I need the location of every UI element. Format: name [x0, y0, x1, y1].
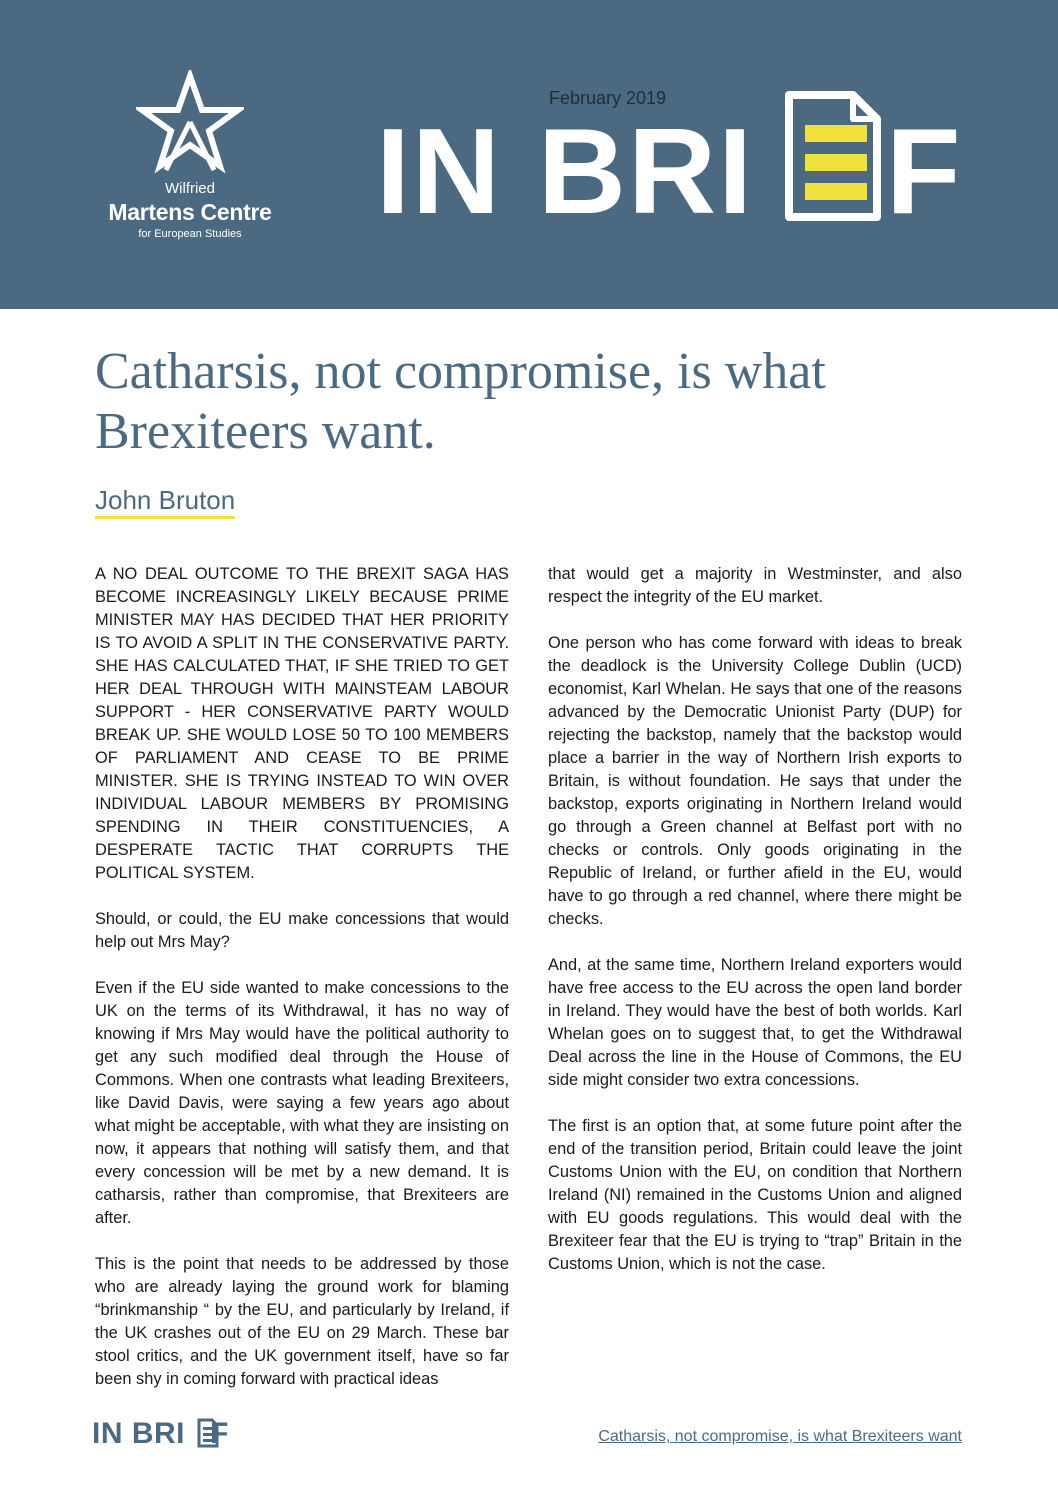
- article-paragraph: A NO DEAL OUTCOME TO THE BREXIT SAGA HAS BECOME INCREASINGLY LIKELY BECAUSE PRIME MINISTER MAY HAS DECIDED THAT HER PRIORITY IS TO AVOID A SPLIT IN THE CONSERVATIVE PARTY. SHE HAS CALCULATED THAT, IF SHE TRIED TO GET HER DEAL THROUGH WITH MAINSTEAM LABOUR SUPPORT - HER CONSERVATIVE PARTY WOULD BREAK UP. SHE WOULD LOSE 50 TO 100 MEMBERS OF PARLIAMENT AND CEASE TO BE PRIME MINISTER. SHE IS TRYING INSTEAD TO WIN OVER INDIVIDUAL LABOUR MEMBERS BY PROMISING SPENDING IN THEIR CONSTITUENCIES, A DESPERATE TACTIC THAT CORRUPTS THE POLITICAL SYSTEM.: [95, 565, 509, 882]
- article-paragraph: The first is an option that, at some future point after the end of the transition period, Britain could leave the joint Customs Union with the EU, on condition that Northern Ireland (NI) remained in the Customs Union and aligned with EU goods regulations. This would deal with the Brexiteer fear that the EU is trying to “trap” Britain in the Customs Union, which is not the case.: [548, 1117, 962, 1273]
- article-title: Catharsis, not compromise, is what Brexiteers want.: [95, 343, 826, 460]
- in-brief-wordmark: IN BRI: [376, 103, 754, 239]
- star-figure-icon: [136, 70, 244, 174]
- logo-line-wilfried: Wilfried: [164, 180, 215, 197]
- article-paragraph: And, at the same time, Northern Ireland exporters would have free access to the EU across the open land border in Ireland. They would have the best of both worlds. Karl Whelan goes on to suggest that, to get the Withdrawal Deal across the line in the House of Commons, the EU side might consider two extra concessions.: [548, 956, 962, 1089]
- header-banner: [0, 0, 1058, 309]
- article-paragraph: that would get a majority in Westminster, and also respect the integrity of the EU market.: [548, 565, 962, 606]
- article-right-column: [548, 563, 962, 1299]
- footer-in-brief-wordmark: IN BRI: [92, 1417, 185, 1450]
- article-paragraph: Should, or could, the EU make concessions that would help out Mrs May?: [95, 910, 509, 951]
- article-paragraph: Even if the EU side wanted to make concessions to the UK on the terms of its Withdrawal, it has no way of knowing if Mrs May would have the political authority to get any such modified deal through the House of Commons. When one contrasts what leading Brexiteers, like David Davis, were saying a few years ago about what might be acceptable, with what they are insisting on now, it appears that nothing will satisfy them, and that every concession will be met by a new demand. It is catharsis, rather than compromise, that Brexiteers are after.: [95, 979, 509, 1227]
- article-author[interactable]: John Bruton: [95, 484, 235, 519]
- martens-centre-logo[interactable]: [90, 70, 290, 250]
- footer-in-brief-wordmark-f: F: [210, 1417, 229, 1450]
- logo-line-european-studies: for European Studies: [138, 228, 242, 240]
- footer-article-link[interactable]: Catharsis, not compromise, is what Brexiteers want: [598, 1428, 962, 1445]
- article-paragraph: This is the point that needs to be addressed by those who are already laying the ground work for blaming “brinkmanship “ by the EU, and particularly by Ireland, if the UK crashes out of the EU on 29 March. These bar stool critics, and the UK government itself, have so far been shy in coming forward with practical ideas: [95, 1255, 509, 1388]
- issue-date: February 2019: [549, 88, 667, 108]
- article-left-column: [95, 563, 509, 1414]
- article-paragraph: One person who has come forward with ideas to break the deadlock is the University College Dublin (UCD) economist, Karl Whelan. He says that one of the reasons advanced by the Democratic Unionist Party (DUP) for rejecting the backstop, namely that the backstop would place a barrier in the way of Northern Irish exports to Britain, is without foundation. He says that under the backstop, exports originating in Northern Ireland would go through a Green channel at Belfast port with no checks or controls. Only goods originating in the Republic of Ireland, or further afield in the EU, would have to go through a red channel, where there might be checks.: [548, 634, 962, 928]
- document-icon: [783, 91, 883, 221]
- in-brief-wordmark-f: F: [886, 103, 961, 239]
- logo-line-martens-centre: Martens Centre: [108, 199, 272, 225]
